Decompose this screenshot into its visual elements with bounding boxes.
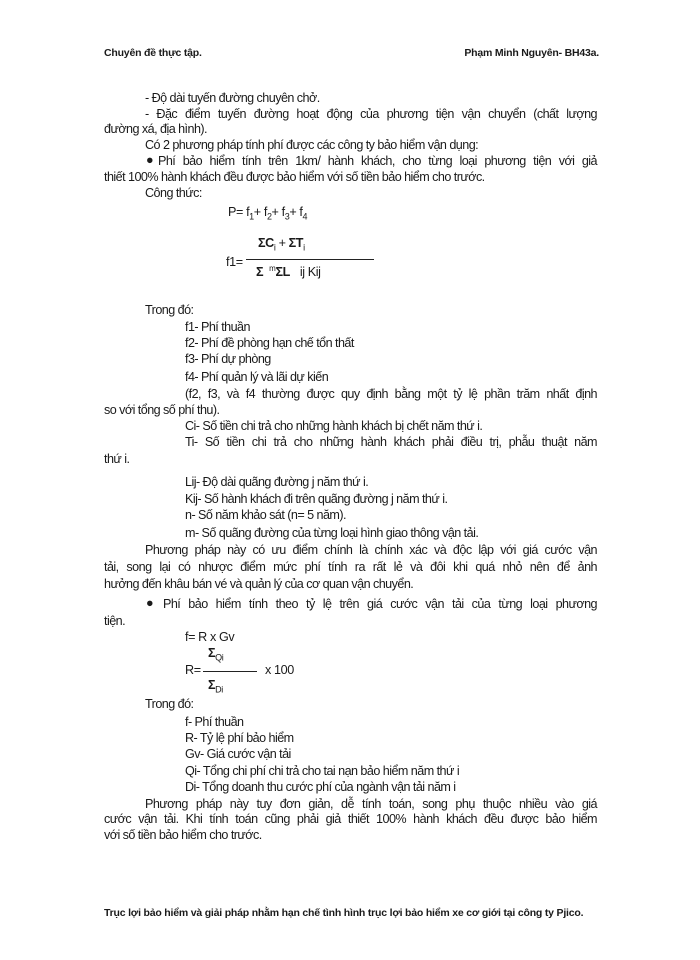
def-ti-a: Ti- Số tiền chi trả cho những hành khách phải điều trị, phẫu thuật năm (185, 435, 597, 449)
def-m: m- Số quãng đường của từng loại hình giao thông vận tải. (185, 526, 479, 540)
def-qi: Qi- Tổng chi phí chi trả cho tai nạn bảo hiểm năm thứ i (185, 764, 460, 778)
def-f4: f4- Phí quản lý và lãi dự kiến (185, 370, 329, 384)
line-method2-a: Phí bảo hiểm tính theo tỷ lệ trên giá cước vận tải của từng loại phương (163, 597, 597, 611)
formula-r-denominator: $\Sigma_{Di}$ (208, 678, 223, 695)
line-route-length: - Độ dài tuyến đường chuyên chở. (145, 91, 320, 105)
para-method1-b: tải, song lại có nhược điểm mức phí tính ra rất lẻ và đôi khi quá nhỏ nên để ảnh (104, 560, 597, 574)
line-formula-label: Công thức: (145, 186, 202, 200)
def-f3: f3- Phí dự phòng (185, 352, 271, 366)
note-a: (f2, f3, và f4 thường được quy định bằng một tỷ lệ phần trăm nhất định (185, 387, 597, 401)
para-method2-c: với số tiền bảo hiểm cho trước. (104, 828, 262, 842)
def-f2: f2- Phí đề phòng hạn chế tổn thất (185, 336, 354, 350)
def-kij: Kij- Số hành khách đi trên quãng đường j năm thứ i. (185, 492, 448, 506)
formula-r-times: x 100 (265, 663, 294, 677)
line-two-methods: Có 2 phương pháp tính phí được các công ty bảo hiểm vận dụng: (145, 138, 479, 152)
def-f: f- Phí thuần (185, 715, 244, 729)
para-method2-a: Phương pháp này tuy đơn giản, dễ tính toán, song phụ thuộc nhiều vào giá (145, 797, 597, 811)
def-f1: f1- Phí thuần (185, 320, 250, 334)
header-right: Phạm Minh Nguyên- BH43a. (464, 47, 599, 59)
formula-f1-fraction-bar (246, 259, 374, 260)
formula-r-fraction-bar (203, 671, 257, 672)
para-method1-c: hưởng đến khâu bán vé và quản lý của cơ quan vận chuyển. (104, 577, 414, 591)
para-method1-a: Phương pháp này có ưu điểm chính là chính xác và độc lập với giá cước vận (145, 543, 597, 557)
line-method2-b: tiện. (104, 614, 126, 628)
formula-f1-lhs: f1= (226, 255, 243, 269)
line-method1-b: thiết 100% hành khách đều được bảo hiểm với số tiền bảo hiểm cho trước. (104, 170, 485, 184)
note-b: so với tổng số phí thu). (104, 403, 220, 417)
line-route-features-b: đường xá, địa hình). (104, 122, 208, 136)
def-n: n- Số năm khảo sát (n= 5 năm). (185, 508, 346, 522)
line-where-1: Trong đó: (145, 303, 194, 317)
def-ci: Ci- Số tiền chi trả cho những hành khách bị chết năm thứ i. (185, 419, 483, 433)
line-route-features-a: - Đặc điểm tuyến đường hoạt động của phương tiện vận chuyển (chất lượng (145, 107, 597, 121)
line-where-2: Trong đó: (145, 697, 194, 711)
def-gv: Gv- Giá cước vận tải (185, 747, 291, 761)
formula-p: $P= f_1+ f_2+ f_3+ f_4$ (228, 205, 308, 222)
bullet-icon: ● (146, 153, 154, 167)
line-method1-a: Phí bảo hiểm tính trên 1km/ hành khách, cho từng loại phương tiện với giả (158, 154, 597, 168)
def-lij: Lij- Độ dài quãng đường j năm thứ i. (185, 475, 369, 489)
def-r: R- Tỷ lệ phí bảo hiểm (185, 731, 294, 745)
formula-r-lhs: R= (185, 663, 201, 677)
formula-f1-numerator: $\Sigma C_i + \Sigma T_i$ (258, 236, 305, 253)
bullet-icon: ● (146, 596, 154, 610)
def-ti-b: thứ i. (104, 452, 130, 466)
formula-f1-denominator: Σ $^m$ΣL ij Kij (256, 264, 321, 280)
footer-title: Trục lợi bảo hiểm và giải pháp nhằm hạn chế tình hình trục lợi bảo hiểm xe cơ giới tại công ty Pjico. (104, 907, 584, 919)
formula-r-numerator: $\Sigma_{Qi}$ (208, 646, 224, 663)
para-method2-b: cước vận tải. Khi tính toán cũng phải giả thiết 100% hành khách đều được bảo hiểm (104, 812, 597, 826)
formula-f: f= R x Gv (185, 630, 235, 644)
header-left: Chuyên đề thực tập. (104, 47, 202, 59)
def-di: Di- Tổng doanh thu cước phí của ngành vận tải năm i (185, 780, 456, 794)
